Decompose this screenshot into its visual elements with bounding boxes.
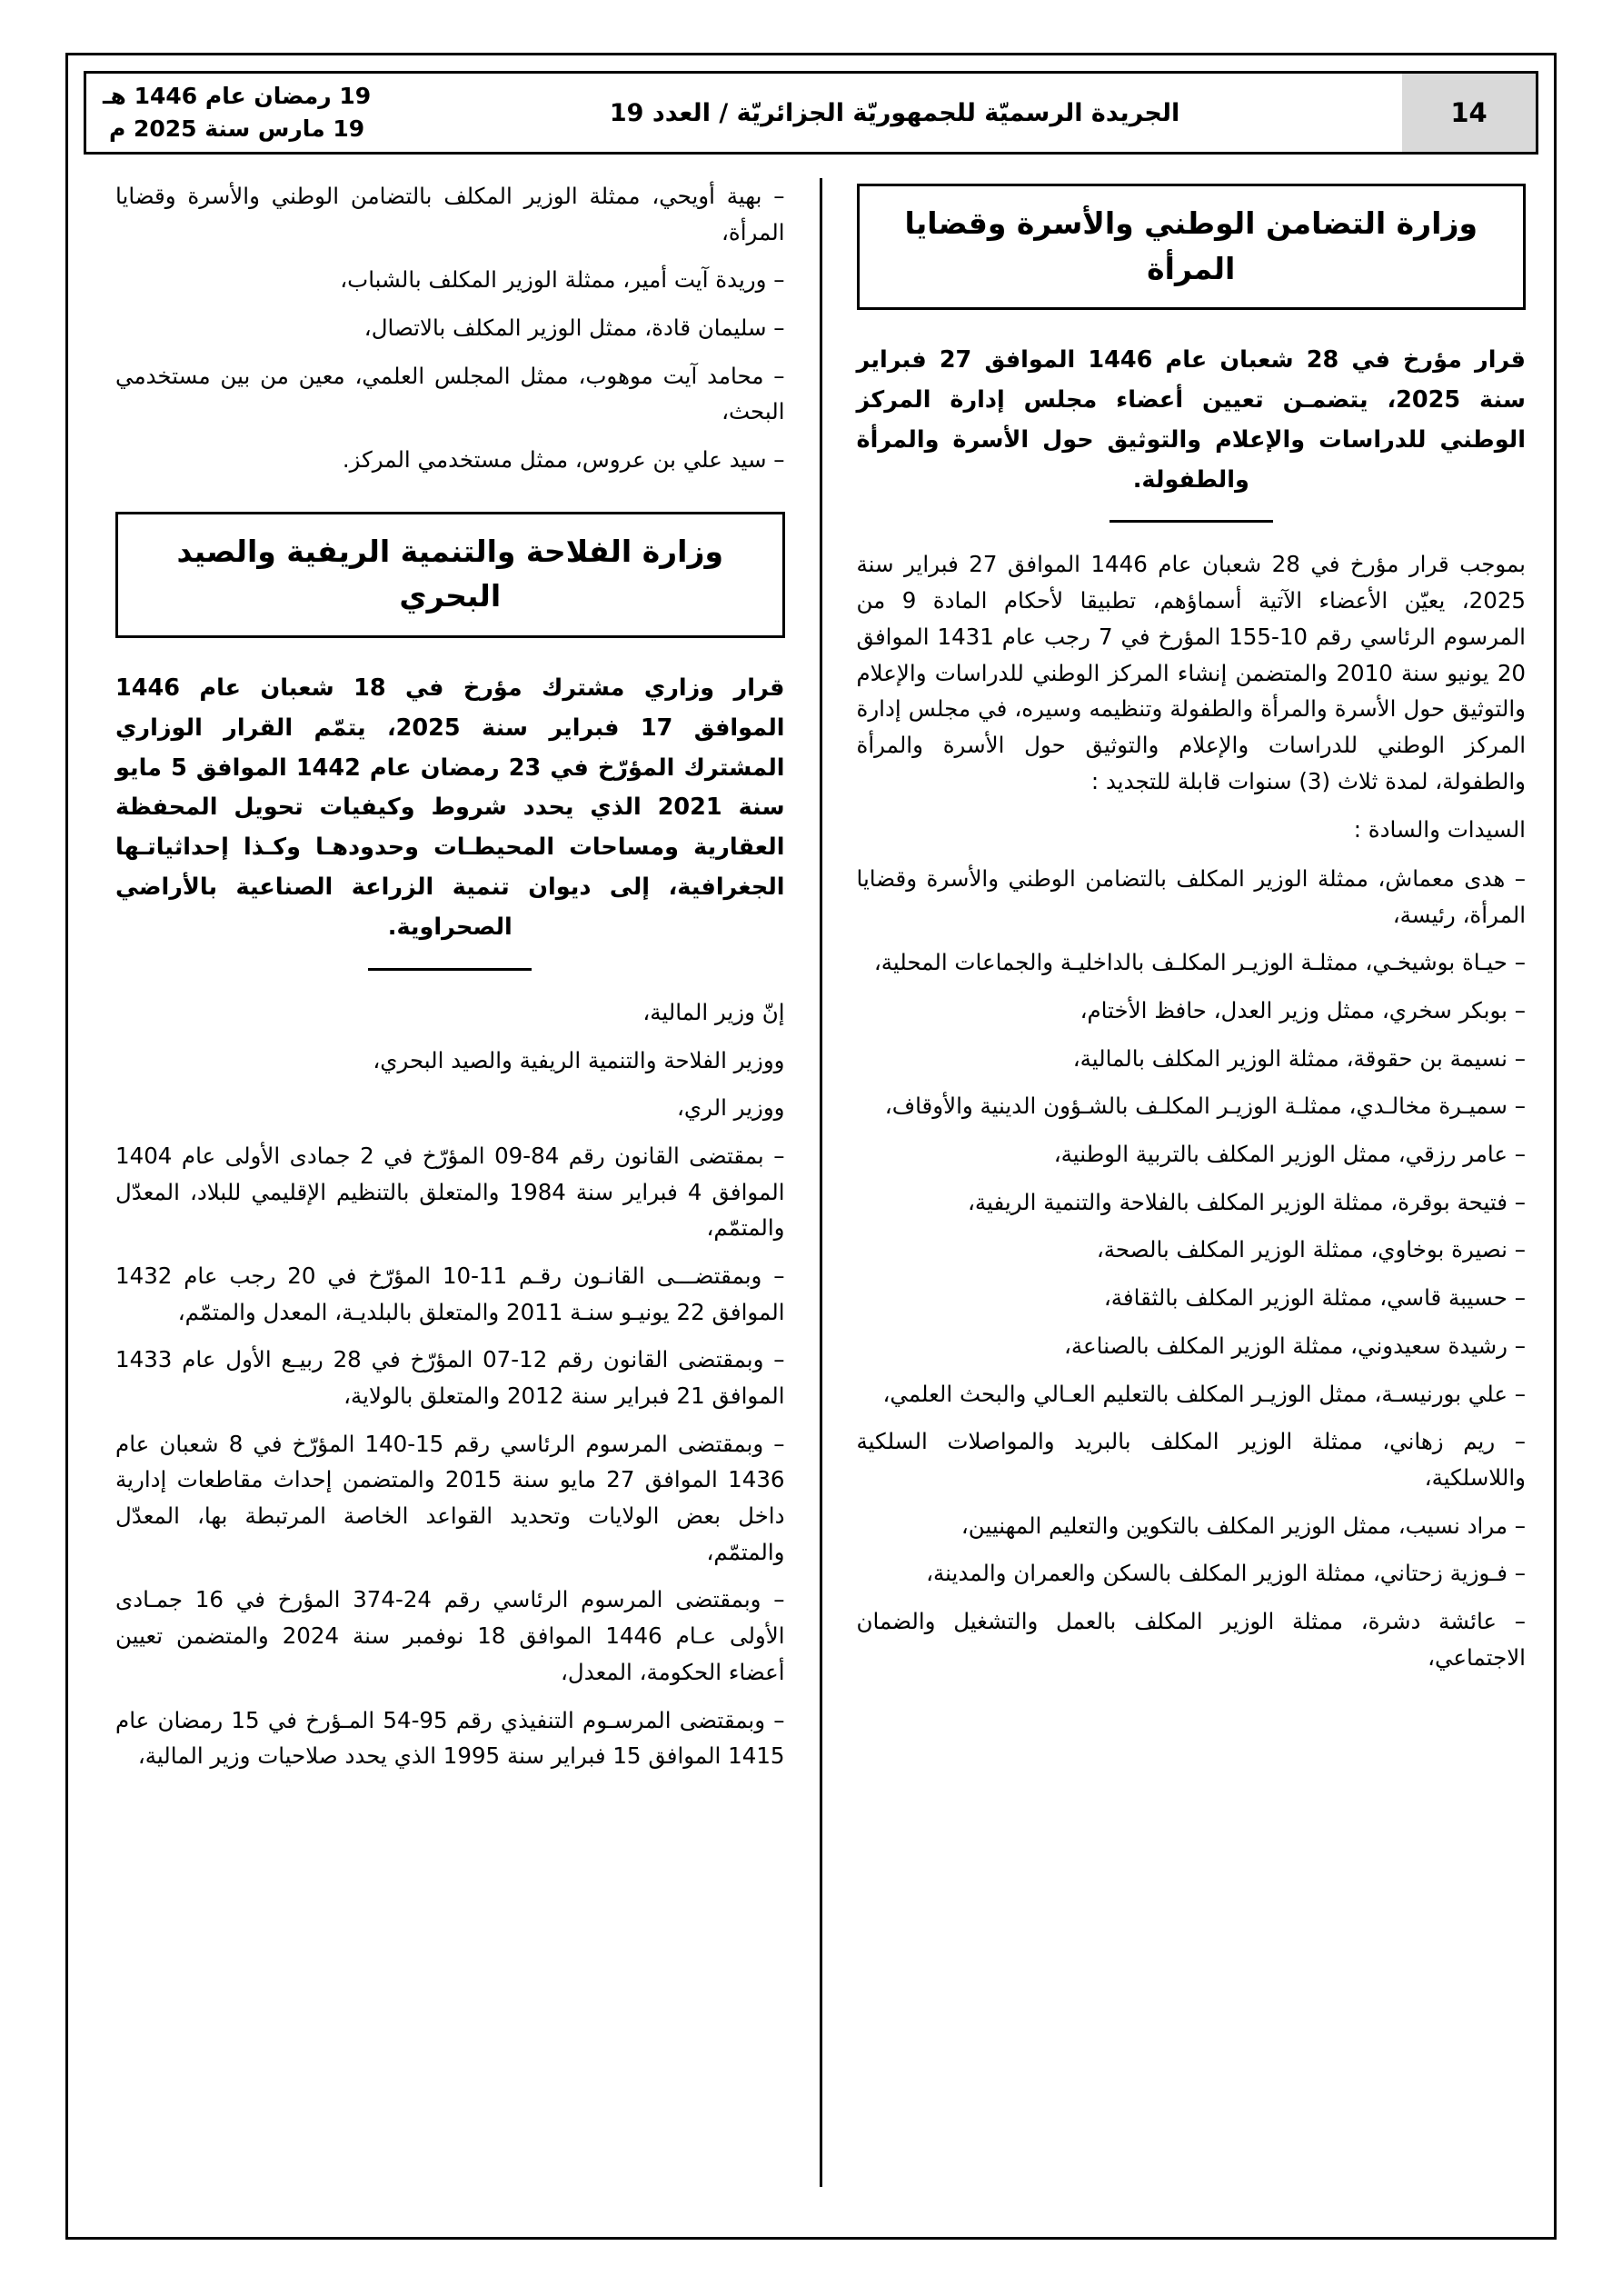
member-entry: – هدى معماش، ممثلة الوزير المكلف بالتضامن الوطني والأسرة وقضايا المرأة، رئيسة، [856,864,1526,928]
salutation: السيدات والسادة : [1353,816,1526,844]
section-divider [1110,520,1273,523]
date-hijri: 19 رمضان عام 1446 هـ [103,82,372,109]
page-header [84,71,1538,155]
content-columns [84,178,1538,2187]
member-entry: – سليمان قادة، ممثل الوزير المكلف بالاتصال، [363,314,785,342]
column-right [826,178,1538,2187]
signatory-entry: ووزير الفلاحة والتنمية الريفية والصيد البحري، [373,1046,785,1073]
page-number: 14 [1402,71,1538,155]
member-entry: – سيد علي بن عروس، ممثل مستخدمي المركز. [342,446,785,474]
member-entry: – بوبكر سخري، ممثل وزير العدل، حافظ الأختام، [1080,997,1526,1023]
column-divider [820,178,822,2187]
journal-title: الجريدة الرسميّة للجمهوريّة الجزائريّة / العدد 19 [387,71,1402,155]
decree-preamble: بموجب قرار مؤرخ في 28 شعبان عام 1446 الموافق 27 فبراير سنة 2025، يعيّن الأعضاء الآتية أسماؤهم، تطبيقا لأحكام المادة 9 من المرسوم الرئاسي رقم 10-155 المؤرخ في 7 رجب عام 1431 الموافق 20 يونيو سنة 2010 والمتضمن إنشاء المركز الوطني للدراسات والإعلام والتوثيق حول الأسرة والمرأة والطفولة وتنظيمه وسيره، في مجلس إدارة المركز الوطني للدراسات والإعلام والتوثيق حول الأسرة والمرأة والطفولة، لمدة ثلاث (3) سنوات قابلة للتجديد : [856,551,1526,794]
member-entry: – ريم زهاني، ممثلة الوزير المكلف بالبريد والمواصلات السلكية واللاسلكية، [856,1428,1526,1491]
issue-date [84,71,387,155]
member-entry: – حسيبة قاسي، ممثلة الوزير المكلف بالثقافة، [1103,1284,1526,1312]
decree-title-appointments: قرار مؤرخ في 28 شعبان عام 1446 الموافق 27 فبراير سنة 2025، يتضمـن تعيين أعضاء مجلس إدارة المركز الوطني للدراسات والإعلام والتوثيق حول الأسرة والمرأة والطفولة. [856,346,1526,494]
consideration-entry: – وبمقتضـــى القانـون رقـم 11-10 المؤرّخ في 20 رجب عام 1432 الموافق 22 يونيـو سنـة 2011 والمتعلق بالبلديـة، المعدل والمتمّم، [115,1262,785,1325]
member-entry: – وريدة آيت أمير، ممثلة الوزير المكلف بالشباب، [340,266,785,294]
section-divider [368,968,532,971]
consideration-entry: – وبمقتضى القانون رقم 12-07 المؤرّخ في 28 ربيـع الأول عام 1433 الموافق 21 فبراير سنة 2012 والمتعلق بالولاية، [115,1346,785,1410]
member-entry: – مراد نسيب، ممثل الوزير المكلف بالتكوين والتعليم المهنيين، [960,1512,1526,1539]
member-entry: – حيـاة بوشيخـي، ممثلـة الوزيـر المكلـف بالداخليـة والجماعات المحلية، [873,949,1526,976]
member-entry: – عائشة دشرة، ممثلة الوزير المكلف بالعمل والتشغيل والضمان الاجتماعي، [856,1607,1526,1671]
consideration-entry: – بمقتضى القانون رقم 84-09 المؤرّخ في 2 جمادى الأولى عام 1404 الموافق 4 فبراير سنة 1984 والمتعلق بالتنظيم الإقليمي للبلاد، المعدّل والمتمّم، [115,1142,785,1242]
member-entry: – علي بورنيسـة، ممثل الوزيـر المكلف بالتعليم العـالي والبحث العلمي، [882,1380,1526,1407]
signatory-entry: ووزير الري، [677,1094,785,1122]
date-gregorian: 19 مارس سنة 2025 م [108,115,365,142]
member-entry: – فتيحة بوقرة، ممثلة الوزير المكلف بالفلاحة والتنمية الريفية، [968,1188,1526,1215]
member-entry: – بهية أويحي، ممثلة الوزير المكلف بالتضامن الوطني والأسرة وقضايا المرأة، [115,183,785,245]
member-entry: – رشيدة سعيدوني، ممثلة الوزير المكلف بالصناعة، [1064,1332,1526,1359]
ministry-heading-solidarity: وزارة التضامن الوطني والأسرة وقضايا المرأة [857,184,1526,310]
member-entry: – نصيرة بوخاوي، ممثلة الوزير المكلف بالصحة، [1096,1236,1526,1263]
consideration-entry: – وبمقتضى المرسـوم التنفيذي رقم 95-54 المـؤرخ في 15 رمضان عام 1415 الموافق 15 فبراير سنة 1995 الذي يحدد صلاحيات وزير المالية، [115,1706,785,1770]
member-entry: – سميـرة مخالـدي، ممثلـة الوزيـر المكلـف بالشـؤون الدينية والأوقاف، [884,1093,1526,1120]
column-left [103,178,815,2187]
spacer [115,490,784,506]
member-entry: – فـوزية زحتاني، ممثلة الوزير المكلف بالسكن والعمران والمدينة، [926,1560,1526,1587]
ministry-heading-agriculture: وزارة الفلاحة والتنمية الريفية والصيد البحري [115,512,784,638]
signatory-entry: إنّ وزير المالية، [642,998,785,1025]
decree-title-land-transfer: قرار وزاري مشترك مؤرخ في 18 شعبان عام 1446 الموافق 17 فبراير سنة 2025، يتمّم القرار الوزاري المشترك المؤرّخ في 23 رمضان عام 1442 الموافق 5 مايو سنة 2021 الذي يحدد شروط وكيفيات تحويل المحفظة العقارية ومساحات المحيطـات وحدودهـا وكـذا إحداثياتـها الجغرافية، إلى ديوان تنمية الزراعة الصناعية بالأراضي الصحراوية. [115,674,785,941]
member-entry: – محامد آيت موهوب، ممثل المجلس العلمي، معين من بين مستخدمي البحث، [115,362,785,425]
member-entry: – عامر رزقي، ممثل الوزير المكلف بالتربية الوطنية، [1053,1141,1526,1168]
consideration-entry: – وبمقتضى المرسوم الرئاسي رقم 15-140 المؤرّخ في 8 شعبان عام 1436 الموافق 27 مايو سنة 2015 والمتضمن إحداث مقاطعات إدارية داخل بعض الولايات وتحديد القواعد الخاصة المرتبطة بها، المعدّل والمتمّم، [115,1430,785,1565]
consideration-entry: – وبمقتضى المرسوم الرئاسي رقم 24-374 المؤرخ في 16 جمـادى الأولى عـام 1446 الموافق 18 نوفمبر سنة 2024 والمتضمن تعيين أعضاء الحكومة، المعدل، [115,1586,785,1685]
member-entry: – نسيمة بن حقوقة، ممثلة الوزير المكلف بالمالية، [1072,1044,1526,1072]
